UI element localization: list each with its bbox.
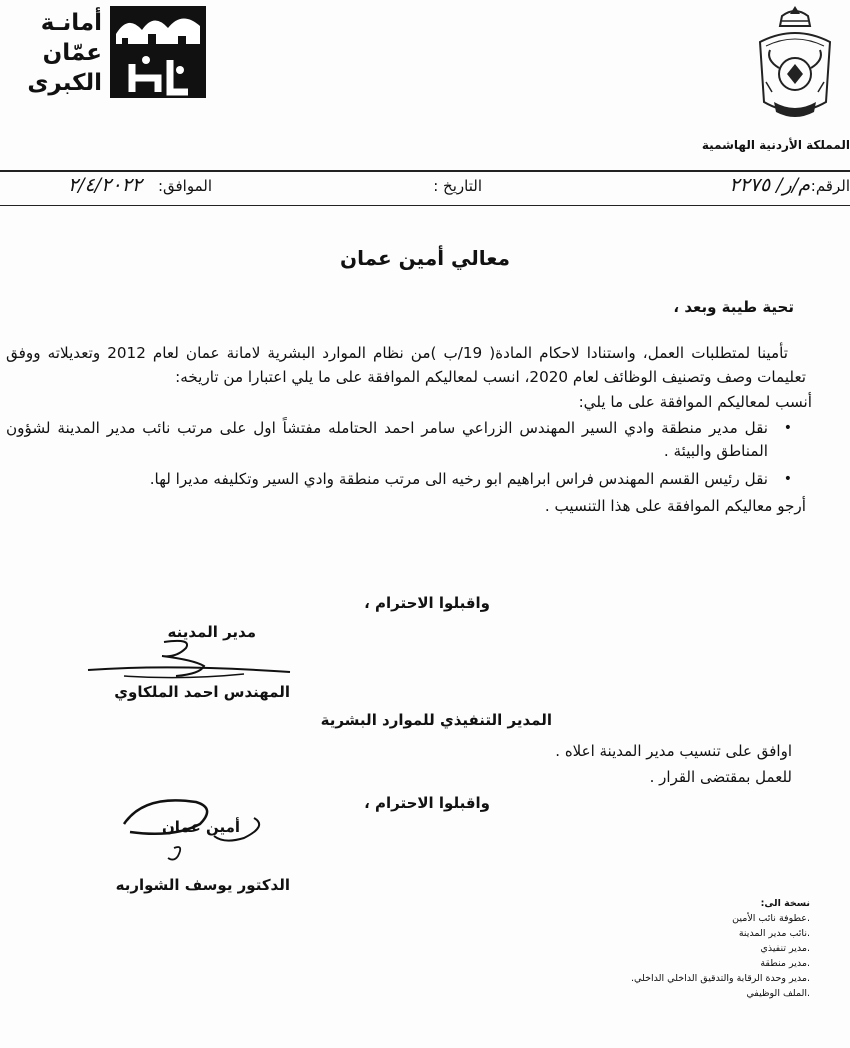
greeting: تحية طيبة وبعد ،	[673, 298, 794, 316]
signer1-title: مدير المدينه	[167, 623, 256, 641]
approve-line-2: للعمل بمقتضى القرار .	[649, 768, 792, 786]
list-item: .مدير منطقة	[760, 958, 810, 969]
list-item: • نقل مدير منطقة وادي السير المهندس الزراعي سامر احمد الحتامله مفتشاً اول على مرتب نائب مدير المدينة لشؤون المناطق والبيئة .	[6, 417, 806, 464]
amman-logo-text: أمانـة عمّان الكبرى	[27, 10, 102, 96]
closing-regards-1: واقبلوا الاحترام ،	[364, 594, 490, 612]
request-line: أرجو معاليكم الموافقة على هذا التنسيب .	[544, 497, 806, 515]
hijri-value: ٢/٤/٢٠٢٢	[67, 174, 142, 196]
jordan-crest-icon	[752, 2, 838, 130]
list-item: • نقل رئيس القسم المهندس فراس ابراهيم ابو رخيه الى مرتب منطقة وادي السير وتكليفه مديرا لها.	[6, 468, 806, 492]
amman-skyline-icon	[108, 4, 208, 100]
cc-list	[530, 896, 810, 1001]
hijri-label: الموافق:	[157, 177, 212, 195]
number-value: م/ر/ ٢٢٧٥	[729, 174, 810, 196]
number-label: الرقم:	[810, 177, 850, 195]
addressee: معالي أمين عمان	[340, 246, 510, 270]
intro-line: أنسب لمعاليكم الموافقة على ما يلي:	[578, 393, 812, 411]
list-item: .مدير تنفيذي	[760, 943, 810, 954]
cc-title: نسخة الى:	[760, 898, 810, 909]
amman-municipality-logo	[6, 4, 206, 102]
reference-row	[0, 172, 850, 202]
approve-line-1: اوافق على تنسيب مدير المدينة اعلاه .	[555, 742, 792, 760]
list-item: .نائب مدير المدينة	[738, 928, 810, 939]
signer2-title: أمين عمان	[161, 818, 240, 836]
signature-1-icon	[84, 636, 294, 686]
closing-regards-2: واقبلوا الاحترام ،	[364, 794, 490, 812]
list-item: .عطوفة نائب الأمين	[732, 913, 810, 924]
date-label: التاريخ :	[433, 177, 482, 195]
items-list	[6, 417, 806, 492]
signer2-name: الدكتور يوسف الشواربه	[115, 876, 290, 894]
letter-body	[6, 342, 812, 519]
list-item: .مدير وحدة الرقابة والتدقيق الداخلي الداخلي.	[631, 973, 810, 984]
signer1-name: المهندس احمد الملكاوي	[114, 683, 290, 701]
header-rule-bottom	[0, 205, 850, 206]
intro-paragraph: تأمينا لمتطلبات العمل، واستنادا لاحكام المادة( 19/ب )من نظام الموارد البشرية لامانة عمان لعام 2012 وتعديلاته ووفق تعليمات وصف وتصنيف الوظائف لعام 2020، انسب لمعاليكم الموافقة على ما يلي اعتبارا من تاريخه:	[6, 344, 806, 386]
kingdom-name: المملكة الأردنية الهاشمية	[701, 138, 850, 152]
list-item: .الملف الوظيفي	[746, 988, 810, 999]
section2-title: المدير التنفيذي للموارد البشرية	[320, 711, 552, 729]
